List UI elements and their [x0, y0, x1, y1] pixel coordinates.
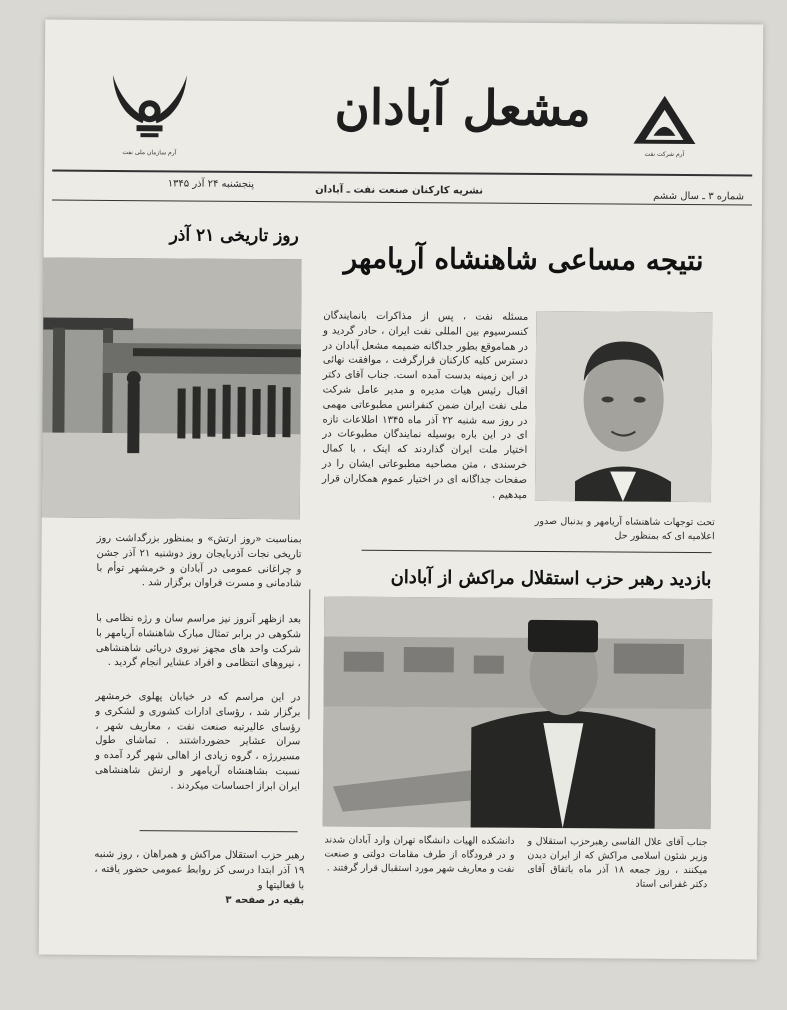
continued-note: بقیه در صفحه ۳ [225, 894, 305, 907]
visit-caption-right: جناب آقای علال الفاسی رهبرحزب استقلال و وزیر شئون اسلامی مراکش که از ایران دیدن میکنند ، روز جمعه ۱۸ آذر ماه باتفاق آقای دکتر غفرانی استاد [527, 835, 708, 891]
parade-photo [42, 257, 302, 519]
issue-number: شماره ۳ ـ سال ششم [653, 190, 745, 203]
army-day-paragraph-2: بعد ازظهر آنروز نیز مراسم سان و رژه نظامی با شکوهی در برابر تمثال مبارک شاهنشاه آریامهر با شرکت واحد های مجهز نیروی دریائی شاهنشاهی ، نیروهای انتظامی و افراد عشایر انجام گردید . [95, 612, 302, 670]
visit-caption-left: دانشکده الهیات دانشگاه تهران وارد آبادان شدند و در فرودگاه از طرف مقامات دولتی و صنعت نفت و معاریف شهر مورد استقبال قرار گرفتند . [324, 834, 515, 875]
newspaper-page [39, 20, 764, 960]
portrait-image [535, 311, 712, 502]
right-emblem [629, 92, 700, 167]
continuation-rule [140, 830, 298, 832]
shah-portrait [535, 311, 712, 502]
triangle-emblem-icon [629, 92, 699, 147]
column-divider [308, 589, 310, 719]
right-logo-caption: آرم شرکت نفت [644, 150, 685, 158]
visit-photo-image [323, 596, 713, 829]
army-day-paragraph-3: در این مراسم که در خیابان پهلوی خرمشهر برگزار شد ، رؤسای ادارات کشوری و لشکری و رؤسای عالیرتبه صنعت نفت ، معاریف شهر ، سران عشایر حضورداشتند . تماشای طول مسیررژه ، گروه زیادی از اهالی شهر گرد آمده و نسبت بشاهنشاه آریامهر و ارتش شاهنشاهی ایران ابراز احساسات میکردند . [94, 690, 301, 793]
left-logo-caption: آرم سازمان ملی نفت [122, 149, 177, 157]
left-emblem [104, 65, 195, 161]
main-story-body: مسئله نفت ، پس از مذاکرات بانمایندگان کنسرسیوم بین المللی نفت ایران ، حادر گردید و در هماموقع بطور جداگانه ضمیمه مشعل آبادان در دسترس کلیه کارکنان قرارگرفت ، موافقت نهائی در این زمینه بدست آمده است. جناب آقای دکتر اقبال رئیس هیات مدیره و مدیر عامل شرکت ملی نفت ایران ضمن کنفرانس مطبوعاتی مهمی در روز سه شنبه ۲۲ آذر ماه ۱۳۴۵ اطلاعات تازه ای در این باره بوسیله نمایندگان مطبوعات در اختیار ملت ایران گذاردند که اینک ، با کمال خرسندی ، متن مصاحبه مطبوعاتی ایشان را در صفحات جداگانه ای در اختیار عموم همکاران قرار میدهیم . [322, 310, 529, 501]
continuation-paragraph: رهبر حزب استقلال مراکش و همراهان ، روز شنبه ۱۹ آذر ابتدا درسی کز روابط عمومی حضور یافته ، با فعالیتها و [94, 848, 305, 891]
army-day-paragraph-1: بمناسبت «روز ارتش» و بمنظور بزرگداشت روز تاریخی نجات آذربایجان روز دوشنبه ۲۱ آذر جشن و چراغانی عمومی در آبادان و خرمشهر توأم با شادمانی و مسرت فراوان برگزار شد . [96, 532, 302, 590]
story-divider [362, 550, 712, 553]
army-day-headline: روز تاریخی ۲۱ آذر [169, 225, 299, 247]
issue-date: پنجشنبه ۲۴ آذر ۱۳۴۵ [167, 178, 255, 190]
main-headline: نتیجه مساعی شاهنشاه آریامهر [343, 241, 704, 278]
winged-emblem-icon [104, 65, 195, 146]
visit-headline: بازدید رهبر حزب استقلال مراکش از آبادان [390, 566, 712, 591]
top-rule [52, 170, 752, 176]
parade-photo-image [42, 257, 302, 519]
visit-photo [323, 596, 713, 829]
portrait-caption: تحت توجهات شاهنشاه آریامهر و بدنبال صدور اعلامیه ای که بمنظور حل [534, 515, 715, 543]
publisher-line: نشریه کارکنان صنعت نفت ـ آبادان [315, 184, 484, 197]
masthead-title: مشعل آبادان [334, 79, 591, 138]
